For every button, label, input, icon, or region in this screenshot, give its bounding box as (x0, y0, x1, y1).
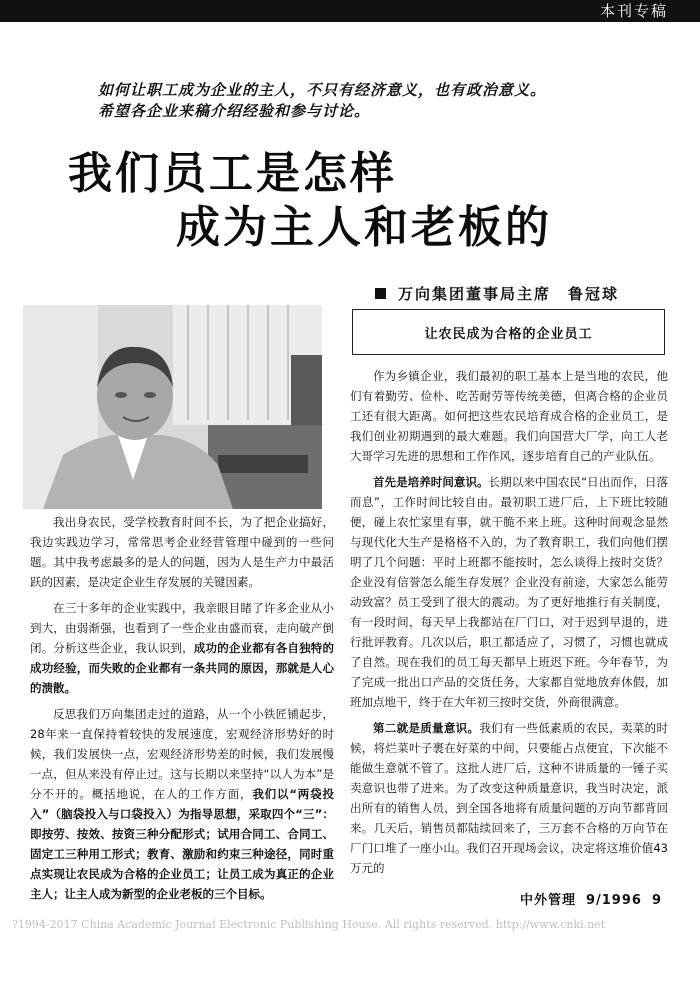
author-photo (23, 305, 322, 509)
section-header-bar (0, 0, 700, 22)
page-number: 9 (651, 893, 662, 908)
article-right-column (350, 366, 668, 884)
headline-line-1: 我们员工是怎样 (68, 148, 397, 199)
paragraph: 作为乡镇企业，我们最初的职工基本上是当地的农民，他们有着勤劳、俭朴、吃苦耐劳等传统美德，但离合格的企业员工还有很大距离。如何把这些农民培育成合格的企业员工，是我们创业初期遇到的最大难题。我们向国营大厂学，向工人老大哥学习先进的思想和工作作风，逐步培育自己的产业队伍。 (350, 369, 668, 463)
editor-note-line: 如何让职工成为企业的主人，不只有经济意义，也有政治意义。 (98, 81, 547, 99)
paragraph: 首先是培养时间意识。长期以来中国农民“日出而作，日落而息”，工作时间比较自由。最初职工进厂后，上下班比较随便，碰上农忙家里有事，就干脆不来上班。这种时间观念显然与现代化大生产是格格不入的，为了教育职工，我们向他们摆明了几个问题：平时上班都不能按时，怎么谈得上按时交货？企业没有信誉怎么能生存发展？企业没有前途，大家怎么能劳动致富？员工受到了很大的震动。为了更好地推行有关制度，有一段时间，每天早上我都站在厂门口，对于迟到早退的，进行批评教育。几次以后，职工都适应了，习惯了，习惯也就成了自然。现在我们的员工每天都早上班迟下班。今年春节，为了完成一批出口产品的交货任务，大家都自觉地放弃休假，加班加点地干，终于在大年初三按时交货，外商很满意。 (350, 475, 668, 709)
editor-note-line: 希望各企业来稿介绍经验和参与讨论。 (98, 102, 371, 120)
square-bullet-icon (375, 288, 386, 299)
editor-note (98, 80, 658, 122)
journal-name: 中外管理 (519, 893, 576, 908)
paragraph: 第二就是质量意识。我们有一些低素质的农民，卖菜的时候，将烂菜叶子裹在好菜的中间，只要能占点便宜，下次能不能做生意就不管了。这批人进厂后，这种不讲质量的一锤子买卖意识也带了进来。为了改变这种质量意识，我当时决定，派出所有的销售人员，到全国各地将有质量问题的万向节都背回来。几天后，销售员都陆续回来了，三万套不合格的万向节在厂门口堆了一座小山。我们召开现场会议，决定将这堆价值43万元的 (350, 721, 668, 875)
author-name: 万向集团董事局主席 鲁冠球 (398, 285, 620, 303)
copyright-notice: ?1994-2017 China Academic Journal Electronic Publishing House. All rights reserved. http://www.cnki.net (12, 918, 606, 931)
section-subhead-box (352, 309, 665, 355)
section-label: 本刊专稿 (599, 2, 668, 20)
article-left-column (30, 512, 334, 910)
paragraph: 我出身农民，受学校教育时间不长，为了把企业搞好，我边实践边学习，常常思考企业经营管理中碰到的一些问题。其中我考虑最多的是人的问题，因为人是生产力中最活跃的因素，是决定企业生存发展的关键因素。 (30, 515, 334, 589)
paragraph: 反思我们万向集团走过的道路，从一个小铁匠铺起步，28年来一直保持着较快的发展速度，宏观经济形势好的时候，我们发展快一点，宏观经济形势差的时候，我们发展慢一点，但从来没有停止过。这与长期以来坚持“以人为本”是分不开的。概括地说，在人的工作方面，我们以“两袋投入”（脑袋投入与口袋投入）为指导思想，采取四个“三”：即按劳、按效、按资三种分配形式；试用合同工、合同工、固定工三种用工形式；教育、激励和约束三种途径，同时重点实现让农民成为合格的企业员工；让员工成为真正的企业主人；让主人成为新型的企业老板的三个目标。 (30, 707, 334, 901)
issue-number: 9/1996 (585, 893, 642, 908)
section-subhead: 让农民成为合格的企业员工 (424, 326, 593, 342)
paragraph: 在三十多年的企业实践中，我亲眼目睹了许多企业从小到大，由弱渐强，也看到了一些企业由盛而衰，走向破产倒闭。分析这些企业，我认识到，成功的企业都有各自独特的成功经验，而失败的企业都有一条共同的原因，那就是人心的溃散。 (30, 601, 335, 695)
author-byline (375, 283, 619, 304)
headline-line-2: 成为主人和老板的 (176, 202, 552, 253)
page-footer (510, 889, 662, 908)
